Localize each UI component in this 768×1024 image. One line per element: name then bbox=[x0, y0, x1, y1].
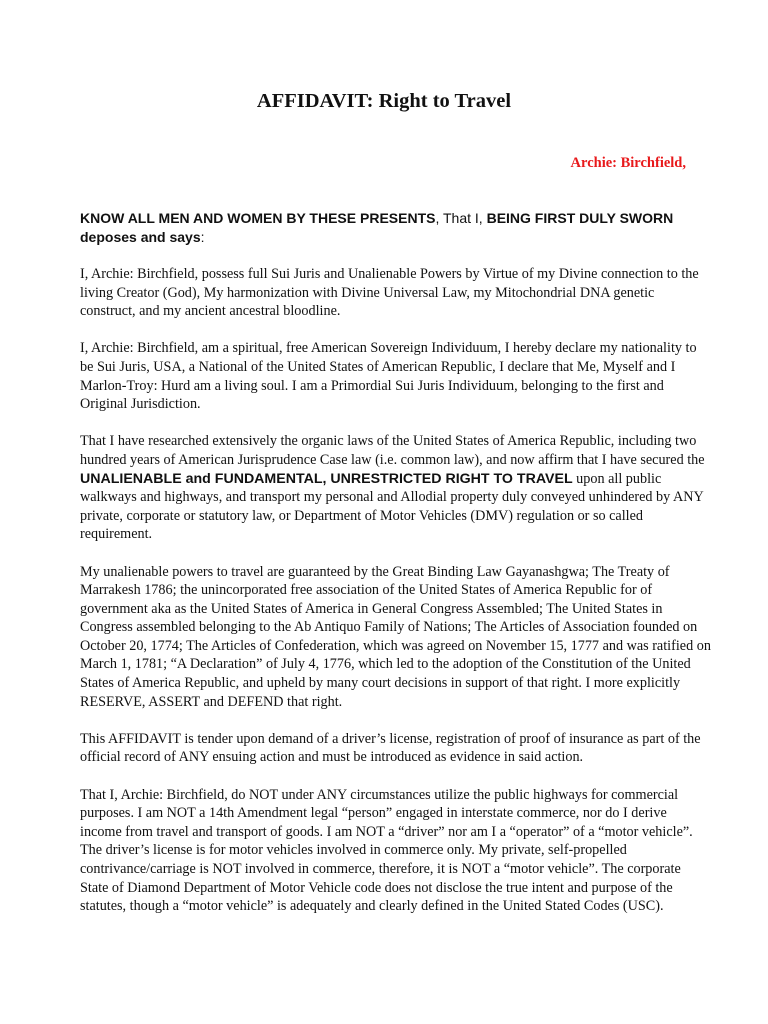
paragraph-1: I, Archie: Birchfield, possess full Sui Juris and Unalienable Powers by Virtue of my Divine connection to the living Creator (God), My harmonization with Divine Universal Law, my Mitochondrial DNA genetic construct, and my ancient ancestral bloodline. bbox=[80, 266, 699, 320]
paragraph-3-end: upon all public walkways and highways, and transport my personal and Allodial property duly conveyed unhindered by ANY private, corporate or statutory law, or Department of Motor Vehicles (DMV) regulation or so called requirement. bbox=[80, 470, 704, 543]
paragraph-2: I, Archie: Birchfield, am a spiritual, free American Sovereign Individuum, I hereby declare my nationality to be Sui Juris, USA, a National of the United States of American Republic, I declare that Me, Myself and I Marlon-Troy: Hurd am a living soul. I am a Primordial Sui Juris Individuum, belonging to the first and Original Jurisdiction. bbox=[80, 340, 697, 413]
heading-part-4: : bbox=[200, 229, 205, 245]
paragraph-4: My unalienable powers to travel are guaranteed by the Great Binding Law Gayanashgwa; The Treaty of Marrakesh 1786; the unincorporated free association of the United States of America Republic for of government aka as the United States of America in General Congress Assembled; The United States in Congress assembled belonging to the Ab Antiquo Family of Nations; The Articles of Association founded on October 20, 1774; The Articles of Confederation, which was agreed on November 15, 1777 and was ratified on March 1, 1781; “A Declaration” of July 4, 1776, which led to the adoption of the Constitution of the United States of America Republic, and upheld by many court decisions in support of that right. I more explicitly RESERVE, ASSERT and DEFEND that right. bbox=[80, 563, 711, 710]
document-title: AFFIDAVIT: Right to Travel bbox=[256, 90, 512, 112]
opening-heading bbox=[80, 209, 712, 247]
paragraph-5: This AFFIDAVIT is tender upon demand of a driver’s license, registration of proof of insurance as part of the official record of ANY ensuing action and must be introduced as evidence in said action. bbox=[80, 730, 701, 766]
author-name: Archie: Birchfield, bbox=[570, 155, 686, 171]
right-to-travel-emphasis: UNALIENABLE and FUNDAMENTAL, UNRESTRICTED RIGHT TO TRAVEL bbox=[80, 470, 573, 487]
heading-part-1: KNOW ALL MEN AND WOMEN BY THESE PRESENTS bbox=[80, 210, 436, 226]
heading-part-3: BEING FIRST DULY SWORN deposes and says bbox=[80, 210, 674, 245]
heading-part-2: , That I, bbox=[435, 210, 487, 226]
paragraph-6: That I, Archie: Birchfield, do NOT under ANY circumstances utilize the public highways for commercial purposes. I am NOT a 14th Amendment legal “person” engaged in interstate commerce, nor do I derive income from travel and transport of goods. I am NOT a “driver” nor am I a “operator” of a “motor vehicle”. The driver’s license is for motor vehicles involved in commerce only. My private, self-propelled contrivance/carriage is NOT involved in commerce, therefore, it is NOT a “motor vehicle”. The corporate State of Diamond Department of Motor Vehicle code does not disclose the true intent and purpose of the statutes, though a “motor vehicle” is adequately and clearly defined in the United Stated Codes (USC). bbox=[80, 786, 693, 915]
paragraph-3 bbox=[80, 432, 712, 544]
paragraph-3-start: That I have researched extensively the organic laws of the United States of America Republic, including two hundred years of American Jurisprudence Case law (i.e. common law), and now affirm that I have secured the bbox=[80, 433, 705, 468]
document-body bbox=[80, 209, 712, 934]
